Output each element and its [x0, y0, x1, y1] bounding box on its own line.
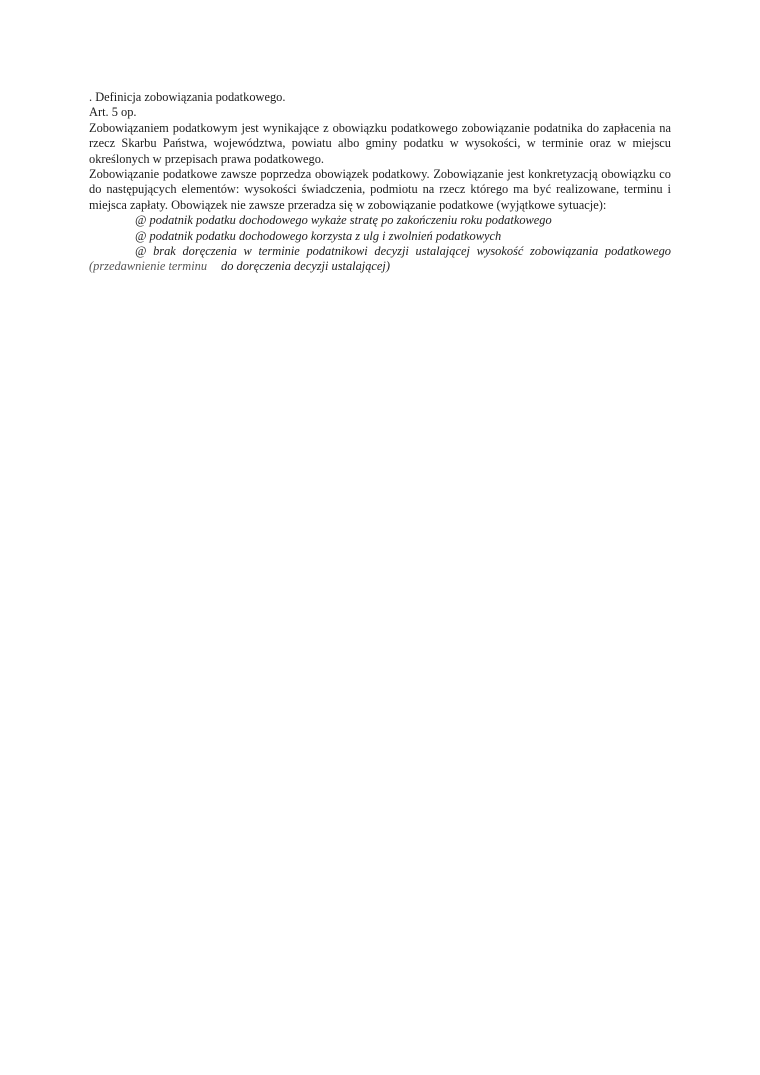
- list-item-text: @ brak doręczenia w terminie podatnikowi decyzji ustalającej wysokość zobowiązania podatkowego: [135, 244, 671, 259]
- list-item-note: (przedawnienie terminu: [89, 259, 208, 274]
- list-item: @ podatnik podatku dochodowego wykaże stratę po zakończeniu roku podatkowego: [135, 213, 552, 228]
- section-heading: . Definicja zobowiązania podatkowego.: [89, 90, 286, 104]
- list-item: @ podatnik podatku dochodowego korzysta z ulg i zwolnień podatkowych: [135, 228, 502, 243]
- document-body: [89, 90, 671, 275]
- paragraph-obligation: Zobowiązanie podatkowe zawsze poprzedza obowiązek podatkowy. Zobowiązanie jest konkretyzacją obowiązku co do następujących elementów: wysokości świadczenia, podmiotu na rzecz którego ma być realizowane, terminu i miejsca zapłaty. Obowiązek nie zawsze przeradza się w zobowiązanie podatkowe (wyjątkowe sytuacje):: [89, 167, 671, 212]
- list-item: [89, 244, 671, 275]
- list-item-note-tail: do doręczenia decyzji ustalającej): [221, 259, 390, 274]
- article-reference: Art. 5 op.: [89, 105, 137, 120]
- paragraph-definition: Zobowiązaniem podatkowym jest wynikające z obowiązku podatkowego zobowiązanie podatnika do zapłacenia na rzecz Skarbu Państwa, województwa, powiatu albo gminy podatku w wysokości, w terminie oraz w miejscu określonych w przepisach prawa podatkowego.: [89, 120, 671, 166]
